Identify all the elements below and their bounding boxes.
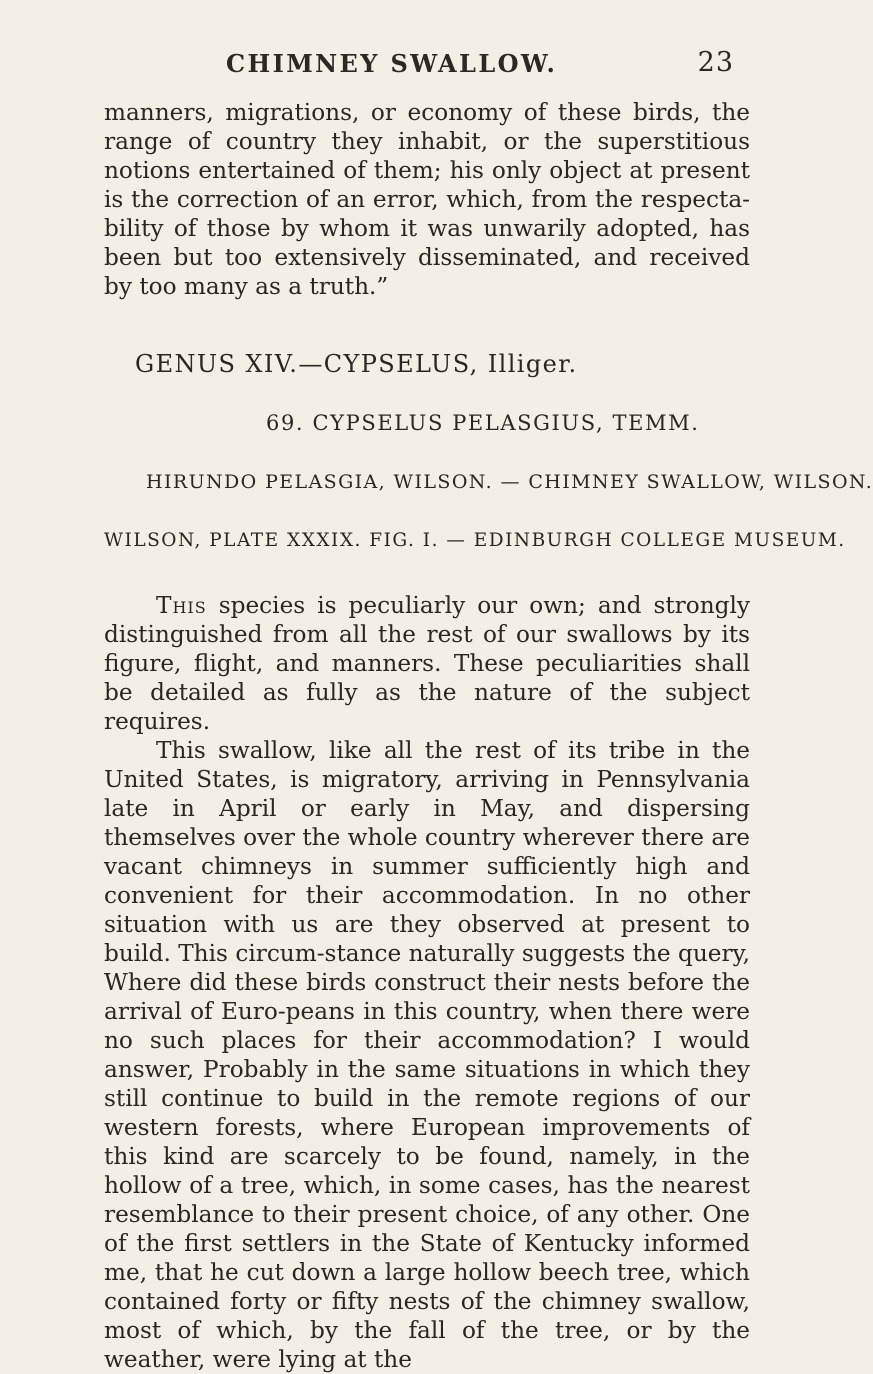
paragraph-1	[104, 591, 750, 736]
intro-paragraph: manners, migrations, or economy of these birds, the range of country they inhabit, or the superstitious notions entertained of them; his only object at present is the correction of an error, which, from the respecta-bility of those by whom it was unwarily adopted, has been but too extensively disseminated, and received by too many as a truth.”	[104, 99, 750, 300]
paragraph-2: This swallow, like all the rest of its tribe in the United States, is migratory, arriving in Pennsylvania late in April or early in May, and dispersing themselves over the whole country wherever there are vacant chimneys in summer sufficiently high and convenient for their accommodation. In no other situation with us are they observed at present to build. This circum-stance naturally suggests the query, Where did these birds construct their nests before the arrival of Euro-peans in this country, when there were no such places for their accommodation? I would answer, Probably in the same situations in which they still continue to build in the remote regions of our western forests, where European improvements of this kind are scarcely to be found, namely, in the hollow of a tree, which, in some cases, has the nearest resemblance to their present choice, of any other. One of the first settlers in the State of Kentucky informed me, that he cut down a large hollow beech tree, which contained forty or fifty nests of the chimney swallow, most of which, by the fall of the tree, or by the weather, were lying at the	[104, 737, 750, 1373]
genus-heading: GENUS XIV.—CYPSELUS, Illiger.	[135, 350, 578, 378]
running-head	[104, 0, 750, 98]
species-description	[104, 591, 750, 1374]
paragraph-1-text: species is peculiarly our own; and strongly distinguished from all the rest of our swallows by its figure, flight, and manners. These peculiarities shall be detailed as fully as the nature of the subject requires.	[104, 592, 750, 735]
synonym-heading: HIRUNDO PELASGIA, WILSON. — CHIMNEY SWALLOW, WILSON.	[146, 471, 873, 493]
species-heading: 69. CYPSELUS PELASGIUS, TEMM.	[266, 411, 700, 435]
page-number: 23	[697, 47, 734, 78]
running-title: CHIMNEY SWALLOW.	[226, 49, 558, 78]
plate-reference: WILSON, PLATE XXXIX. FIG. I. — EDINBURGH COLLEGE MUSEUM.	[104, 530, 846, 551]
paragraph-lead-word: This	[156, 592, 207, 619]
